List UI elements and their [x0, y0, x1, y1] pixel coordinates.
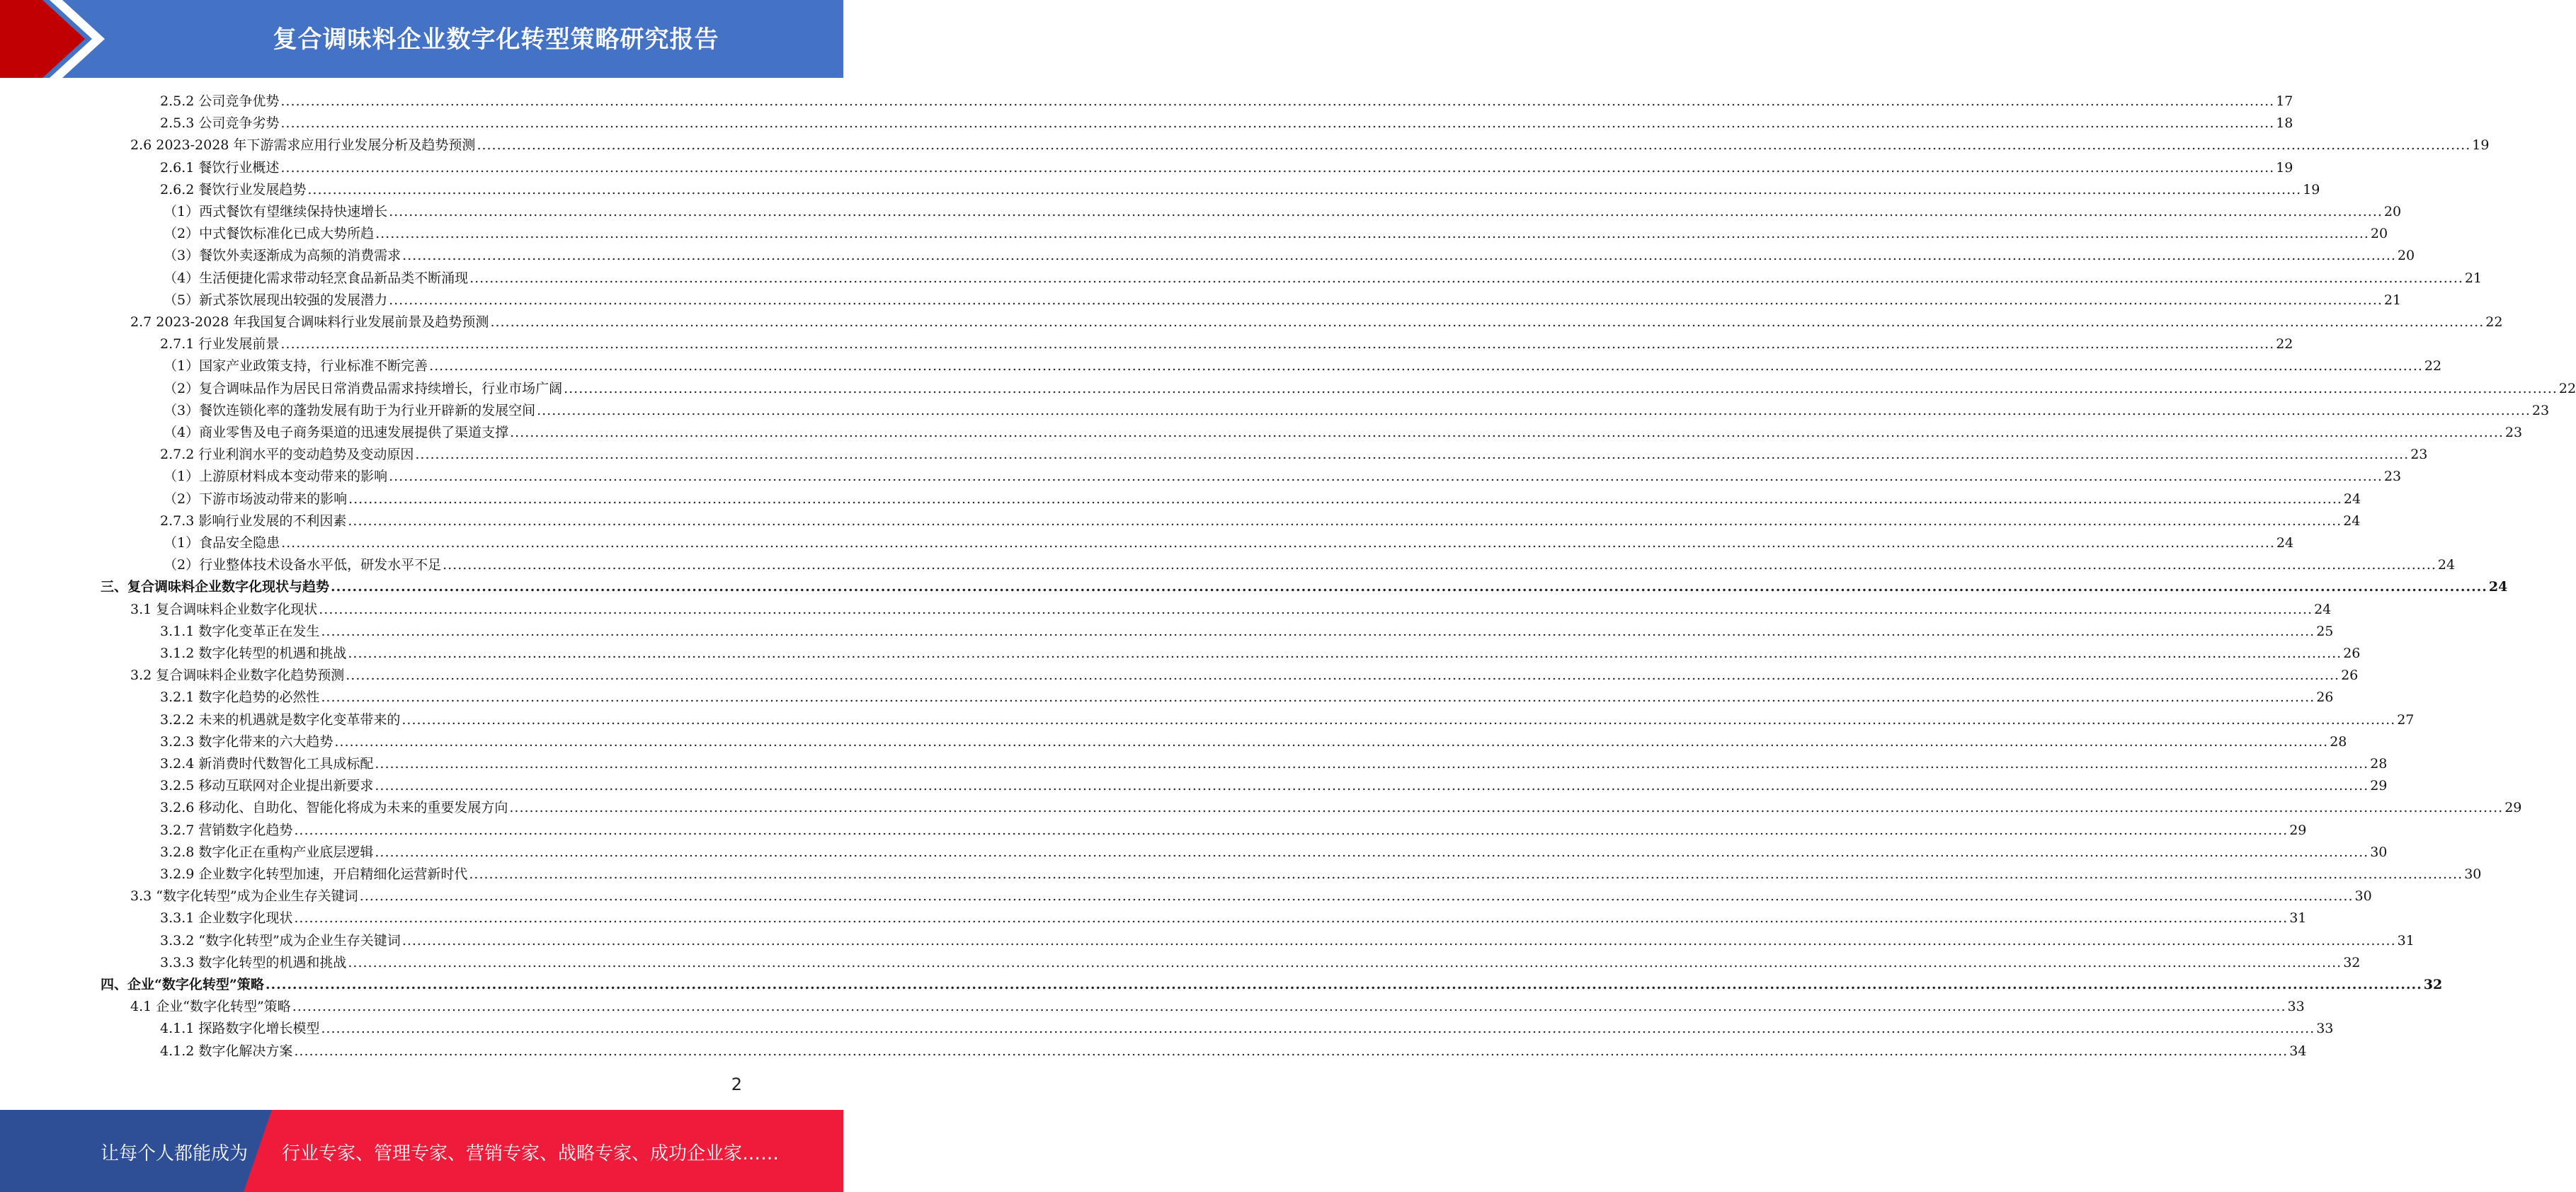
toc-entry-title: （3）餐饮连锁化率的蓬勃发展有助于为行业开辟新的发展空间	[164, 402, 536, 418]
toc-dot-leader: ................................................................................................................................................................................................................................................................................................................................................................................................................	[281, 535, 2275, 551]
toc-dot-leader: ................................................................................................................................................................................................................................................................................................................................................................................................................	[389, 204, 2383, 219]
toc-entry-title: 4.1 企业“数字化转型”策略	[130, 999, 291, 1015]
toc-entry[interactable]	[164, 290, 2402, 311]
toc-dot-leader: ................................................................................................................................................................................................................................................................................................................................................................................................................	[443, 557, 2437, 573]
toc-entry-page: 19	[2472, 137, 2490, 154]
toc-entry[interactable]	[164, 355, 2442, 377]
toc-entry-title: 3.2.6 移动化、自助化、智能化将成为未来的重要发展方向	[160, 800, 508, 816]
toc-entry[interactable]	[130, 311, 2503, 333]
toc-entry[interactable]	[164, 488, 2361, 510]
toc-entry-page: 24	[2314, 601, 2332, 617]
toc-dot-leader: ................................................................................................................................................................................................................................................................................................................................................................................................................	[402, 248, 2396, 264]
toc-dot-leader: ................................................................................................................................................................................................................................................................................................................................................................................................................	[331, 579, 2487, 595]
toc-entry-title: 3.2.4 新消费时代数智化工具成标配	[160, 756, 374, 772]
toc-entry[interactable]	[164, 245, 2415, 267]
toc-dot-leader: ................................................................................................................................................................................................................................................................................................................................................................................................................	[490, 314, 2485, 330]
toc-entry-page: 18	[2276, 115, 2293, 132]
toc-dot-leader: ................................................................................................................................................................................................................................................................................................................................................................................................................	[401, 932, 2396, 949]
toc-entry-page: 27	[2397, 711, 2415, 728]
toc-dot-leader: ................................................................................................................................................................................................................................................................................................................................................................................................................	[375, 756, 2369, 772]
toc-dot-leader: ................................................................................................................................................................................................................................................................................................................................................................................................................	[348, 491, 2342, 507]
toc-entry-page: 32	[2343, 954, 2361, 970]
toc-entry-title: 3.2.2 未来的机遇就是数字化变革带来的	[160, 711, 401, 728]
toc-dot-leader: ................................................................................................................................................................................................................................................................................................................................................................................................................	[348, 954, 2342, 970]
toc-entry-title: 4.1.2 数字化解决方案	[160, 1043, 293, 1059]
toc-entry[interactable]	[160, 1018, 2334, 1040]
footer-slogan-right: 行业专家、管理专家、营销专家、战略专家、成功企业家……	[282, 1143, 780, 1164]
toc-entry[interactable]	[164, 422, 2523, 444]
toc-entry[interactable]	[101, 974, 2443, 996]
toc-dot-leader: ................................................................................................................................................................................................................................................................................................................................................................................................................	[292, 999, 2286, 1015]
toc-entry-page: 23	[2383, 469, 2402, 485]
toc-entry[interactable]	[130, 599, 2332, 621]
toc-entry-title: （3）餐饮外卖逐渐成为高频的消费需求	[164, 248, 401, 264]
toc-entry[interactable]	[160, 930, 2415, 952]
toc-entry-title: 三、复合调味料企业数字化现状与趋势	[101, 579, 330, 595]
toc-entry-title: 3.1 复合调味料企业数字化现状	[130, 601, 318, 617]
toc-entry-title: 3.1.2 数字化转型的机遇和挑战	[160, 646, 347, 661]
toc-entry[interactable]	[160, 731, 2347, 753]
toc-entry-title: 3.2.9 企业数字化转型加速，开启精细化运营新时代	[160, 866, 468, 882]
toc-entry-title: 4.1.1 探路数字化增长模型	[160, 1021, 320, 1037]
toc-entry[interactable]	[164, 268, 2483, 290]
toc-dot-leader: ................................................................................................................................................................................................................................................................................................................................................................................................................	[564, 380, 2558, 396]
toc-entry-page: 23	[2504, 425, 2523, 440]
document-title: 复合调味料企业数字化转型策略研究报告	[273, 25, 719, 54]
toc-dot-leader: ................................................................................................................................................................................................................................................................................................................................................................................................................	[280, 336, 2275, 353]
toc-entry-page: 24	[2276, 535, 2294, 551]
toc-entry[interactable]	[160, 91, 2293, 113]
toc-entry-page: 30	[2354, 888, 2372, 905]
toc-entry-page: 33	[2287, 999, 2305, 1015]
toc-dot-leader: ................................................................................................................................................................................................................................................................................................................................................................................................................	[321, 1021, 2315, 1037]
toc-entry-page: 17	[2276, 93, 2293, 109]
toc-entry-title: 2.6.1 餐饮行业概述	[160, 159, 280, 176]
toc-entry-title: 3.2.8 数字化正在重构产业底层逻辑	[160, 844, 374, 860]
toc-dot-leader: ................................................................................................................................................................................................................................................................................................................................................................................................................	[346, 667, 2340, 684]
toc-entry[interactable]	[160, 797, 2522, 819]
toc-entry[interactable]	[164, 532, 2294, 554]
toc-dot-leader: ................................................................................................................................................................................................................................................................................................................................................................................................................	[348, 646, 2342, 661]
toc-dot-leader: ................................................................................................................................................................................................................................................................................................................................................................................................................	[348, 512, 2342, 529]
toc-entry[interactable]	[160, 907, 2307, 929]
toc-entry-page: 26	[2316, 689, 2334, 706]
toc-entry-page: 20	[2370, 226, 2388, 242]
toc-entry[interactable]	[160, 753, 2388, 775]
toc-dot-leader: ................................................................................................................................................................................................................................................................................................................................................................................................................	[469, 866, 2463, 882]
toc-dot-leader: ................................................................................................................................................................................................................................................................................................................................................................................................................	[294, 1043, 2289, 1059]
toc-entry-page: 30	[2464, 866, 2482, 882]
toc-dot-leader: ................................................................................................................................................................................................................................................................................................................................................................................................................	[307, 181, 2302, 197]
toc-entry-title: 2.6 2023-2028 年下游需求应用行业发展分析及趋势预测	[130, 137, 476, 154]
toc-dot-leader: ................................................................................................................................................................................................................................................................................................................................................................................................................	[321, 623, 2315, 639]
toc-dot-leader: ................................................................................................................................................................................................................................................................................................................................................................................................................	[321, 689, 2315, 706]
toc-entry-title: （4）生活便捷化需求带动轻烹食品新品类不断涌现	[164, 270, 469, 286]
toc-entry-title: （2）行业整体技术设备水平低，研发水平不足	[164, 557, 442, 573]
toc-entry[interactable]	[101, 576, 2508, 598]
toc-entry-page: 31	[2397, 932, 2415, 949]
toc-entry-page: 22	[2424, 358, 2442, 374]
toc-entry[interactable]	[130, 134, 2490, 156]
toc-entry-page: 19	[2303, 181, 2320, 197]
toc-entry-title: （1）食品安全隐患	[164, 535, 280, 551]
toc-dot-leader: ................................................................................................................................................................................................................................................................................................................................................................................................................	[359, 888, 2354, 905]
toc-entry-page: 19	[2276, 159, 2293, 176]
toc-entry-page: 30	[2370, 844, 2388, 860]
toc-entry[interactable]	[160, 157, 2293, 179]
toc-dot-leader: ................................................................................................................................................................................................................................................................................................................................................................................................................	[265, 977, 2422, 992]
toc-entry[interactable]	[130, 996, 2305, 1018]
footer-banner	[0, 1110, 843, 1192]
toc-entry-title: 3.2.1 数字化趋势的必然性	[160, 689, 320, 706]
toc-entry-title: 2.7.2 行业利润水平的变动趋势及变动原因	[160, 447, 414, 463]
toc-entry[interactable]	[160, 333, 2293, 355]
toc-entry[interactable]	[164, 554, 2456, 576]
toc-entry-page: 34	[2289, 1043, 2307, 1059]
toc-entry-title: 2.7.3 影响行业发展的不利因素	[160, 512, 347, 529]
toc-entry-title: 3.3.1 企业数字化现状	[160, 910, 293, 927]
toc-entry[interactable]	[164, 201, 2402, 223]
toc-dot-leader: ................................................................................................................................................................................................................................................................................................................................................................................................................	[510, 425, 2504, 440]
toc-entry[interactable]	[160, 179, 2320, 201]
toc-dot-leader: ................................................................................................................................................................................................................................................................................................................................................................................................................	[294, 822, 2289, 838]
header-banner	[0, 0, 843, 78]
toc-entry-page: 29	[2504, 800, 2522, 816]
toc-entry-title: （2）复合调味品作为居民日常消费品需求持续增长，行业市场广阔	[164, 380, 563, 396]
toc-entry-page: 31	[2289, 910, 2307, 927]
toc-entry[interactable]	[130, 886, 2372, 907]
toc-entry[interactable]	[160, 643, 2361, 665]
toc-entry[interactable]	[164, 466, 2402, 488]
toc-entry-page: 24	[2437, 557, 2456, 573]
toc-entry-title: 3.3 “数字化转型”成为企业生存关键词	[130, 888, 358, 905]
toc-entry[interactable]	[160, 709, 2415, 731]
toc-entry-title: （4）商业零售及电子商务渠道的迅速发展提供了渠道支撑	[164, 425, 509, 440]
toc-entry-page: 28	[2370, 756, 2388, 772]
toc-entry-title: 3.2 复合调味料企业数字化趋势预测	[130, 667, 345, 684]
toc-entry-page: 21	[2464, 270, 2483, 286]
toc-dot-leader: ................................................................................................................................................................................................................................................................................................................................................................................................................	[415, 447, 2410, 463]
toc-entry-title: 四、企业“数字化转型”策略	[101, 977, 264, 992]
toc-entry-title: （1）西式餐饮有望继续保持快速增长	[164, 204, 388, 219]
toc-entry-title: 3.3.2 “数字化转型”成为企业生存关键词	[160, 932, 401, 949]
page-number: 2	[731, 1074, 742, 1094]
toc-entry[interactable]	[130, 665, 2359, 687]
toc-entry-title: 3.1.1 数字化变革正在发生	[160, 623, 320, 639]
toc-dot-leader: ................................................................................................................................................................................................................................................................................................................................................................................................................	[469, 270, 2463, 286]
toc-entry-page: 24	[2343, 491, 2361, 507]
toc-entry-page: 22	[2485, 314, 2503, 330]
toc-entry-title: （2）中式餐饮标准化已成大势所趋	[164, 226, 375, 242]
toc-entry-page: 26	[2343, 646, 2361, 661]
toc-entry-page: 32	[2423, 977, 2443, 992]
toc-entry-page: 21	[2383, 292, 2402, 308]
toc-entry[interactable]	[160, 952, 2361, 974]
toc-entry-title: 3.2.5 移动互联网对企业提出新要求	[160, 778, 374, 794]
toc-entry-title: （2）下游市场波动带来的影响	[164, 491, 348, 507]
toc-entry-title: 2.5.3 公司竞争劣势	[160, 115, 280, 132]
toc-entry-page: 20	[2383, 204, 2402, 219]
toc-entry-title: 3.2.3 数字化带来的六大趋势	[160, 733, 334, 750]
toc-dot-leader: ................................................................................................................................................................................................................................................................................................................................................................................................................	[375, 778, 2369, 794]
toc-dot-leader: ................................................................................................................................................................................................................................................................................................................................................................................................................	[389, 469, 2383, 485]
toc-entry[interactable]	[160, 1041, 2307, 1062]
toc-dot-leader: ................................................................................................................................................................................................................................................................................................................................................................................................................	[280, 93, 2275, 109]
toc-entry-title: 2.6.2 餐饮行业发展趋势	[160, 181, 307, 197]
toc-dot-leader: ................................................................................................................................................................................................................................................................................................................................................................................................................	[294, 910, 2289, 927]
toc-entry-title: 2.7 2023-2028 年我国复合调味料行业发展前景及趋势预测	[130, 314, 489, 330]
toc-dot-leader: ................................................................................................................................................................................................................................................................................................................................................................................................................	[375, 844, 2369, 860]
toc-entry-page: 26	[2341, 667, 2359, 684]
toc-entry[interactable]	[160, 775, 2388, 797]
toc-entry[interactable]	[160, 864, 2482, 886]
toc-dot-leader: ................................................................................................................................................................................................................................................................................................................................................................................................................	[477, 137, 2471, 154]
toc-dot-leader: ................................................................................................................................................................................................................................................................................................................................................................................................................	[389, 292, 2383, 308]
toc-entry-page: 22	[2558, 380, 2576, 396]
toc-dot-leader: ................................................................................................................................................................................................................................................................................................................................................................................................................	[334, 733, 2329, 750]
toc-entry[interactable]	[164, 223, 2388, 245]
toc-dot-leader: ................................................................................................................................................................................................................................................................................................................................................................................................................	[280, 115, 2275, 132]
toc-entry-page: 20	[2397, 248, 2415, 264]
toc-entry-title: 2.5.2 公司竞争优势	[160, 93, 280, 109]
toc-entry[interactable]	[160, 687, 2334, 709]
toc-entry[interactable]	[160, 444, 2428, 466]
toc-entry-page: 28	[2330, 733, 2347, 750]
toc-entry[interactable]	[160, 621, 2334, 643]
toc-entry[interactable]	[164, 400, 2550, 422]
toc-entry[interactable]	[160, 842, 2388, 864]
toc-entry-page: 22	[2276, 336, 2293, 353]
toc-entry-page: 25	[2316, 623, 2334, 639]
toc-entry-title: （5）新式茶饮展现出较强的发展潜力	[164, 292, 388, 308]
toc-entry-title: 3.2.7 营销数字化趋势	[160, 822, 293, 838]
toc-entry[interactable]	[164, 378, 2576, 400]
toc-entry-title: 3.3.3 数字化转型的机遇和挑战	[160, 954, 347, 970]
toc-entry-page: 23	[2410, 447, 2428, 463]
toc-dot-leader: ................................................................................................................................................................................................................................................................................................................................................................................................................	[280, 159, 2275, 176]
toc-entry-page: 29	[2370, 778, 2388, 794]
toc-entry-title: 2.7.1 行业发展前景	[160, 336, 280, 353]
toc-entry-page: 33	[2316, 1021, 2334, 1037]
toc-dot-leader: ................................................................................................................................................................................................................................................................................................................................................................................................................	[537, 402, 2531, 418]
toc-entry-page: 23	[2531, 402, 2550, 418]
toc-dot-leader: ................................................................................................................................................................................................................................................................................................................................................................................................................	[429, 358, 2423, 374]
toc-dot-leader: ................................................................................................................................................................................................................................................................................................................................................................................................................	[509, 800, 2504, 816]
toc-entry-title: （1）国家产业政策支持，行业标准不断完善	[164, 358, 428, 374]
toc-entry-page: 24	[2488, 579, 2508, 595]
toc-dot-leader: ................................................................................................................................................................................................................................................................................................................................................................................................................	[319, 601, 2313, 617]
toc-entry-page: 24	[2343, 512, 2361, 529]
toc-entry-title: （1）上游原材料成本变动带来的影响	[164, 469, 388, 485]
footer-slogan-left: 让每个人都能成为	[101, 1143, 249, 1164]
toc-entry[interactable]	[160, 113, 2293, 134]
toc-dot-leader: ................................................................................................................................................................................................................................................................................................................................................................................................................	[375, 226, 2369, 242]
toc-entry[interactable]	[160, 820, 2307, 842]
toc-dot-leader: ................................................................................................................................................................................................................................................................................................................................................................................................................	[401, 711, 2396, 728]
toc-entry[interactable]	[160, 510, 2361, 532]
toc-entry-page: 29	[2289, 822, 2307, 838]
